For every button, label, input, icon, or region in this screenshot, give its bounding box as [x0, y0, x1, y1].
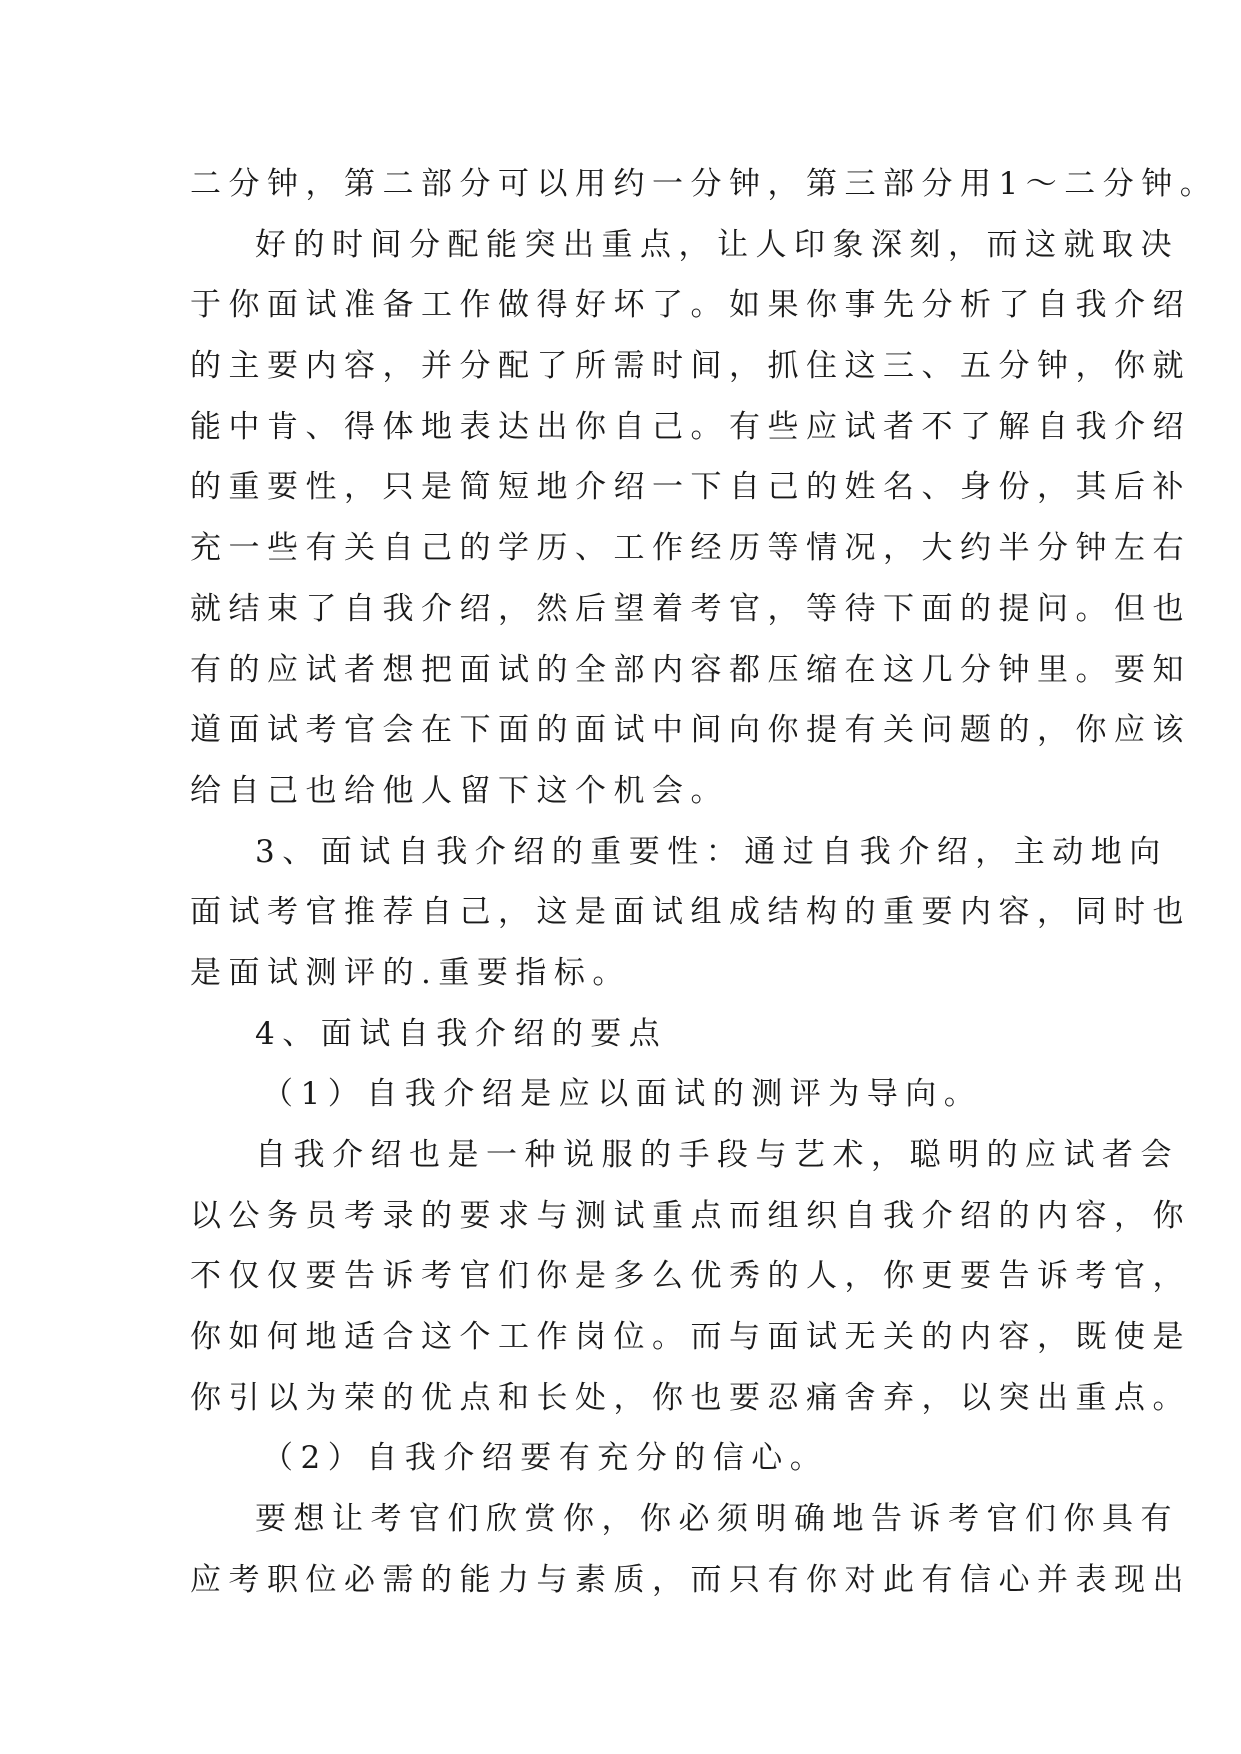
subsection-heading: （1）自我介绍是应以面试的测评为导向。 — [262, 1076, 983, 1113]
text-line: 自我介绍也是一种说服的手段与艺术，聪明的应试者会 — [255, 1137, 1179, 1173]
text-line: 的重要性，只是简短地介绍一下自己的姓名、身份，其后补 — [190, 469, 1191, 506]
text-line: 应考职位必需的能力与素质，而只有你对此有信心并表现出 — [190, 1561, 1191, 1598]
text-line: 不仅仅要告诉考官们你是多么优秀的人，你更要告诉考官， — [190, 1258, 1191, 1295]
text-line: 的主要内容，并分配了所需时间，抓住这三、五分钟，你就 — [190, 348, 1191, 385]
text-line: 给自己也给他人留下这个机会。 — [190, 772, 729, 809]
section-heading: 3、面试自我介绍的重要性：通过自我介绍，主动地向 — [255, 833, 1168, 870]
text-line: 道面试考官会在下面的面试中间向你提有关问题的，你应该 — [190, 712, 1191, 749]
text-line: 二分钟，第二部分可以用约一分钟，第三部分用1～二分钟。 — [190, 166, 1219, 202]
body-text — [190, 154, 1219, 1611]
text-line: 充一些有关自己的学历、工作经历等情况，大约半分钟左右 — [190, 530, 1191, 567]
section-heading: 4、面试自我介绍的要点 — [255, 1015, 668, 1052]
text-line: 面试考官推荐自己，这是面试组成结构的重要内容，同时也 — [190, 894, 1191, 931]
text-line: 好的时间分配能突出重点，让人印象深刻，而这就取决 — [255, 226, 1179, 263]
text-line: 要想让考官们欣赏你，你必须明确地告诉考官们你具有 — [255, 1501, 1179, 1538]
text-line: 是面试测评的.重要指标。 — [190, 954, 631, 991]
text-line: 就结束了自我介绍，然后望着考官，等待下面的提问。但也 — [190, 590, 1191, 627]
text-line: 以公务员考录的要求与测试重点而组织自我介绍的内容，你 — [190, 1197, 1191, 1234]
text-line: 有的应试者想把面试的全部内容都压缩在这几分钟里。要知 — [190, 651, 1191, 688]
subsection-heading: （2）自我介绍要有充分的信心。 — [262, 1440, 829, 1477]
text-line: 于你面试准备工作做得好坏了。如果你事先分析了自我介绍 — [190, 287, 1191, 324]
text-line: 你引以为荣的优点和长处，你也要忍痛舍弃，以突出重点。 — [190, 1379, 1191, 1416]
text-line: 能中肯、得体地表达出你自己。有些应试者不了解自我介绍 — [190, 408, 1191, 445]
text-line: 你如何地适合这个工作岗位。而与面试无关的内容，既使是 — [190, 1319, 1191, 1356]
